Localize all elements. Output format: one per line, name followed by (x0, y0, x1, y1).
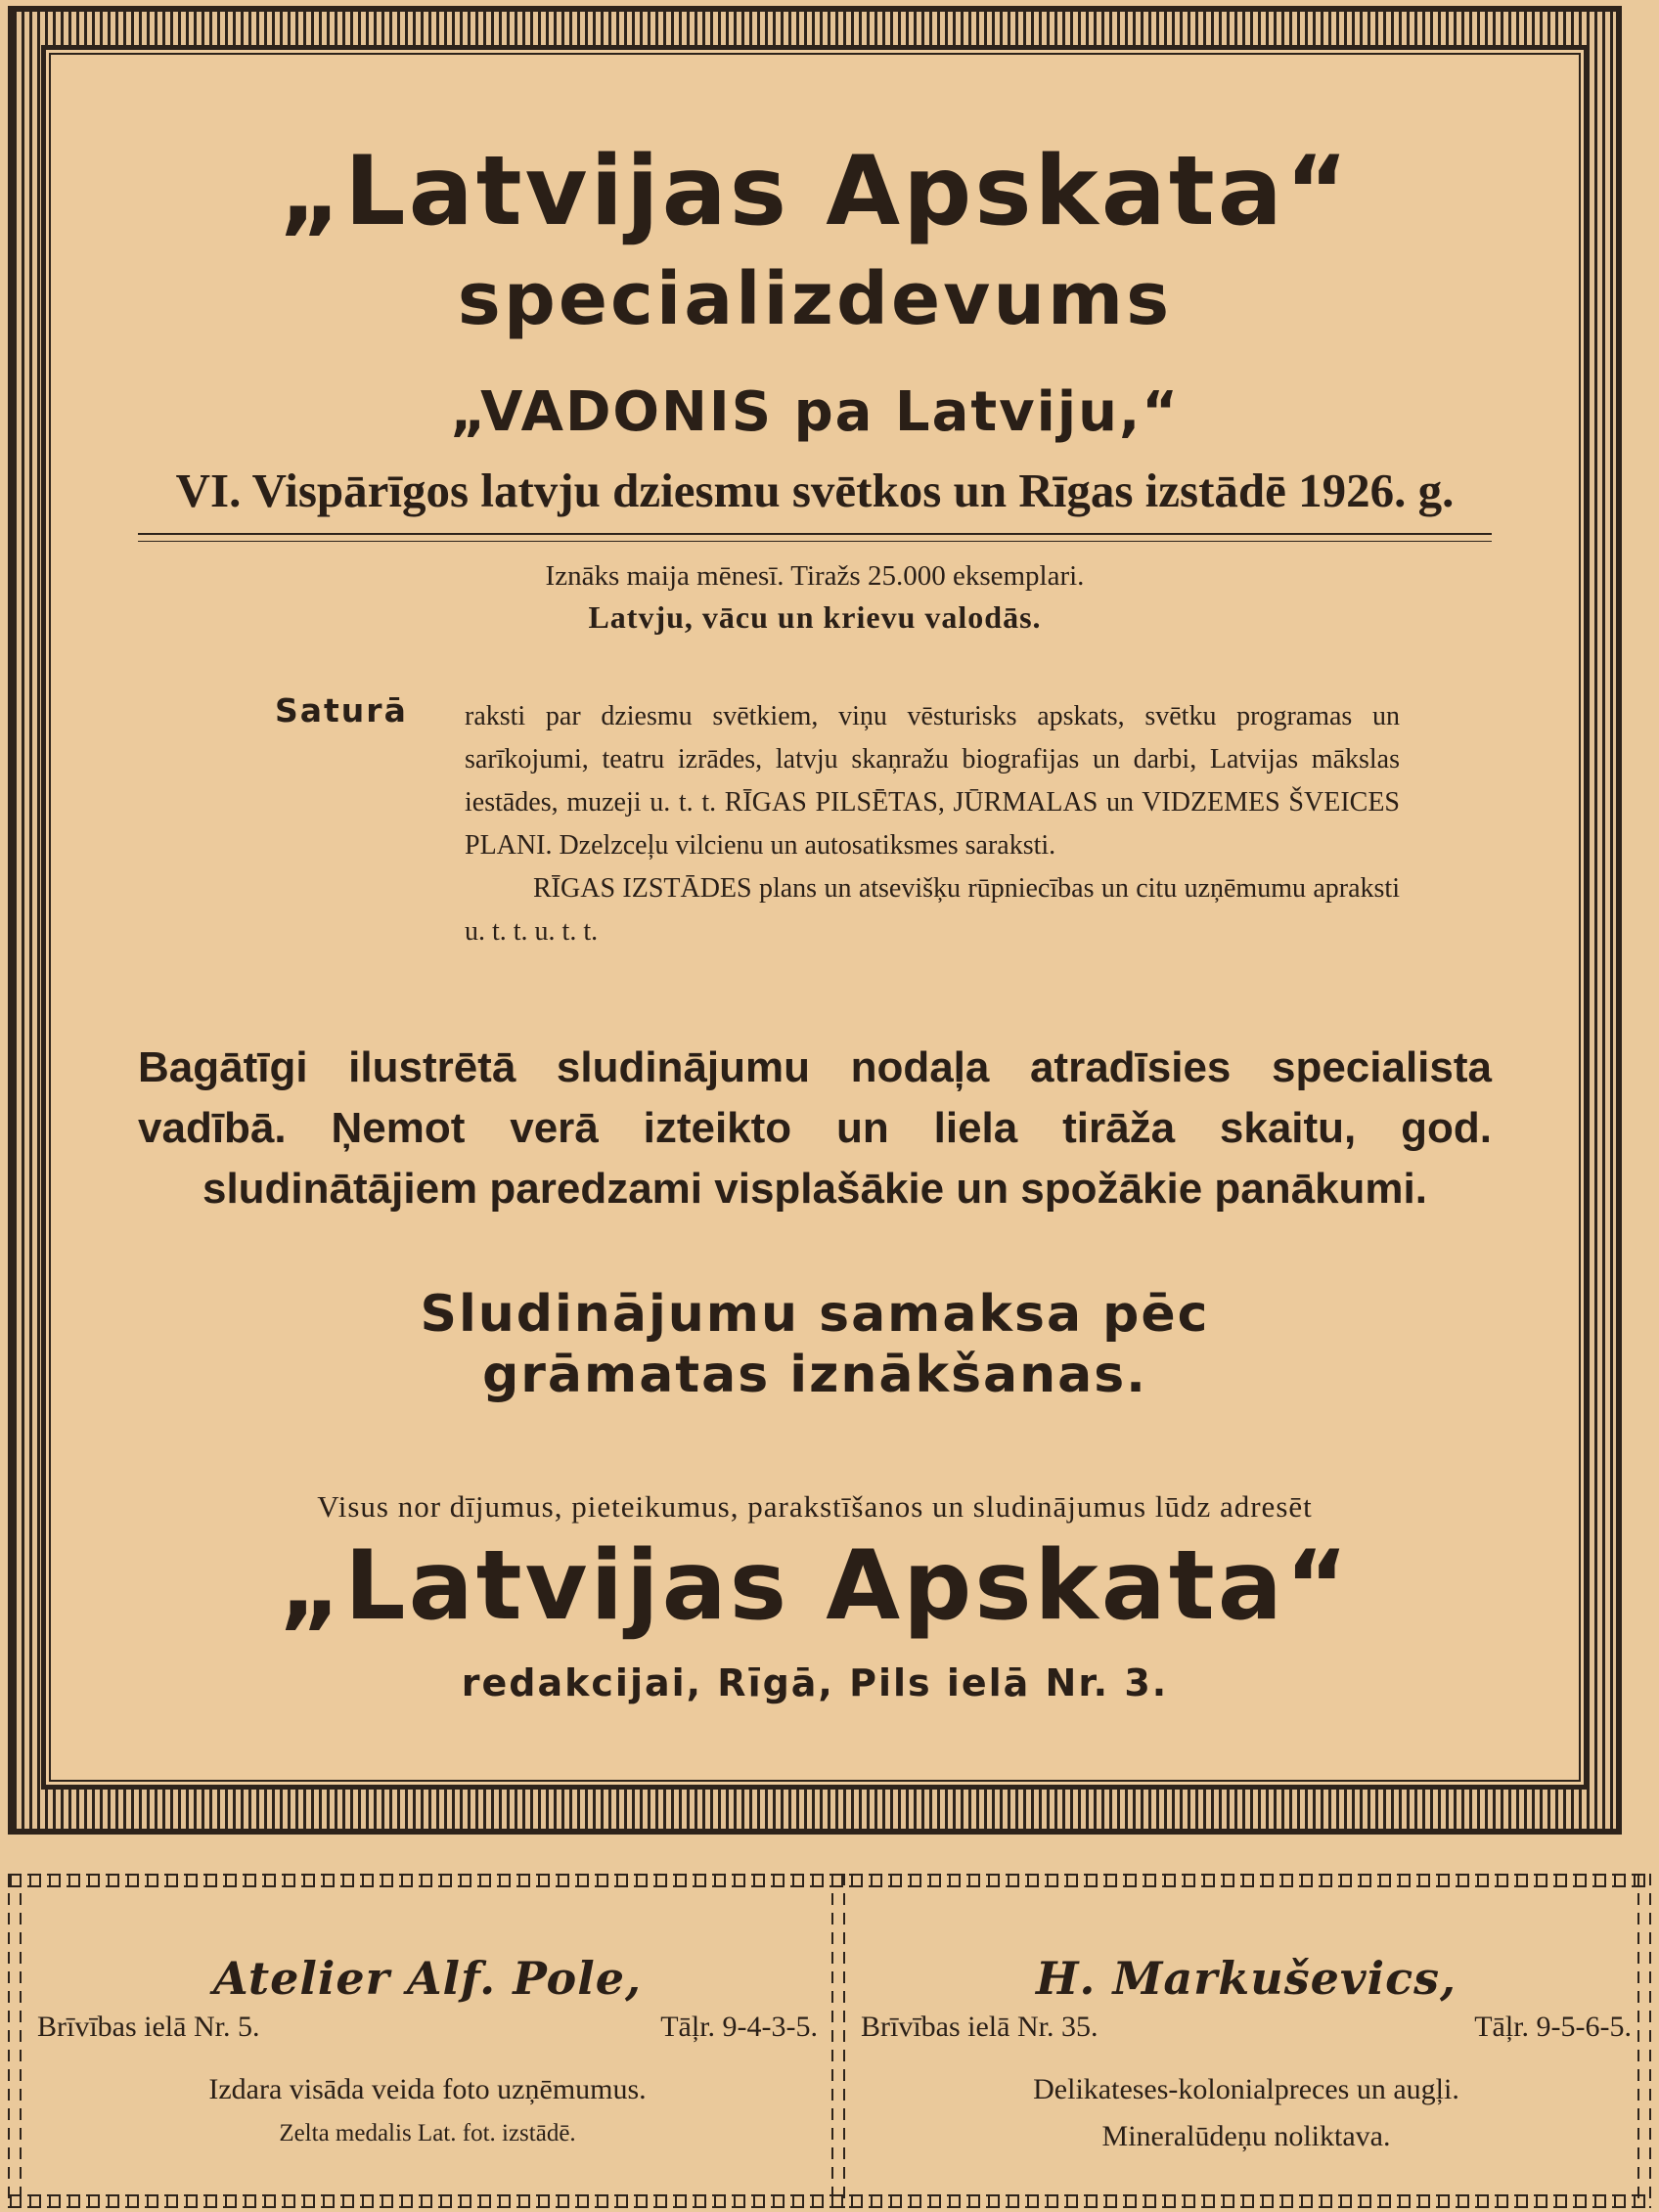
occasion-line: VI. Vispārīgos latvju dziesmu svētkos un Rīgas izstādē 1926. g. (175, 464, 1455, 517)
languages-info: Latvju, vācu un krievu valodās. (588, 599, 1042, 635)
ad-address: Brīvības ielā Nr. 35. (861, 2011, 1099, 2043)
ad-phone: Tāļr. 9-4-3-5. (660, 2011, 818, 2043)
advertising-section-text: Bagātīgi ilustrētā sludinājumu nodaļa atradīsies specialista vadībā. Ņemot verā izteikto un liela tirāža skaitu, god. sludinātājiem paredzami visplašākie un spožākie panākumi. (138, 1043, 1492, 1213)
dotted-border-top (8, 1874, 1651, 1887)
contents-paragraph-1: raksti par dziesmu svētkiem, viņu vēsturisks apskats, svētku programas un sarīkojumi, teatru izrādes, latvju skaņražu biografijas un darbi, Latvijas mākslas iestādes, muzeji u. t. t. RĪGAS PILSĒTAS, JŪRMALAS un VIDZEMES ŠVEICES PLANI. Dzelzceļu vilcienu un autosatiksmes saraksti. (465, 701, 1400, 861)
contents-text (465, 695, 1400, 953)
contents-label: Saturā (275, 691, 408, 730)
ad-description: Izdara visāda veida foto uzņēmumus. (208, 2073, 647, 2105)
title-line-1: „Latvijas Apskata“ (278, 136, 1352, 247)
bottom-advertisements (8, 1874, 1651, 2208)
payment-line-1: Sludinājumu samaksa pēc (420, 1285, 1210, 1344)
ad-award: Zelta medalis Lat. fot. izstādē. (279, 2120, 576, 2146)
ad-address: Brīvības ielā Nr. 5. (37, 2011, 260, 2043)
ad-contact-row (31, 2011, 824, 2054)
subtitle: „VADONIS pa Latviju,“ (449, 380, 1181, 444)
editorial-address: redakcijai, Rīgā, Pils ielā Nr. 3. (461, 1661, 1169, 1704)
release-info: Iznāks maija mēnesī. Tiražs 25.000 eksemplari. (545, 560, 1085, 592)
dotted-border-right (1637, 1874, 1651, 2208)
contents-paragraph-2: RĪGAS IZSTĀDES plans un atsevišķu rūpniecības un citu uzņēmumu apraksti u. t. t. u. t. t. (465, 873, 1400, 947)
ad-contact-row (855, 2011, 1637, 2054)
advertisement-body (41, 45, 1589, 1790)
ad-phone: Tāļr. 9-5-6-5. (1474, 2011, 1632, 2043)
divider-rule-thin (138, 541, 1492, 542)
ad-markusevics (855, 1893, 1637, 2189)
dotted-border-left (8, 1874, 22, 2208)
divider-rule (138, 533, 1492, 535)
publisher-name: „Latvijas Apskata“ (278, 1530, 1352, 1642)
ad-description: Delikateses-kolonialpreces un augļi. (1033, 2073, 1459, 2105)
dotted-border-bottom (8, 2194, 1651, 2208)
title-line-2: specializdevums (457, 257, 1173, 341)
payment-line-2: grāmatas iznākšanas. (482, 1346, 1147, 1404)
ad-note: Mineralūdeņu noliktava. (1101, 2120, 1391, 2152)
ad-atelier-pole (31, 1893, 824, 2189)
dotted-border-middle (831, 1874, 845, 2208)
advertisement-frame (8, 6, 1622, 1835)
ad-name: H. Markuševics, (1035, 1952, 1457, 2005)
ad-name: Atelier Alf. Pole, (213, 1952, 642, 2005)
address-intro: Visus nor dījumus, pieteikumus, parakstīšanos un sludinājumus lūdz adresēt (317, 1489, 1313, 1524)
